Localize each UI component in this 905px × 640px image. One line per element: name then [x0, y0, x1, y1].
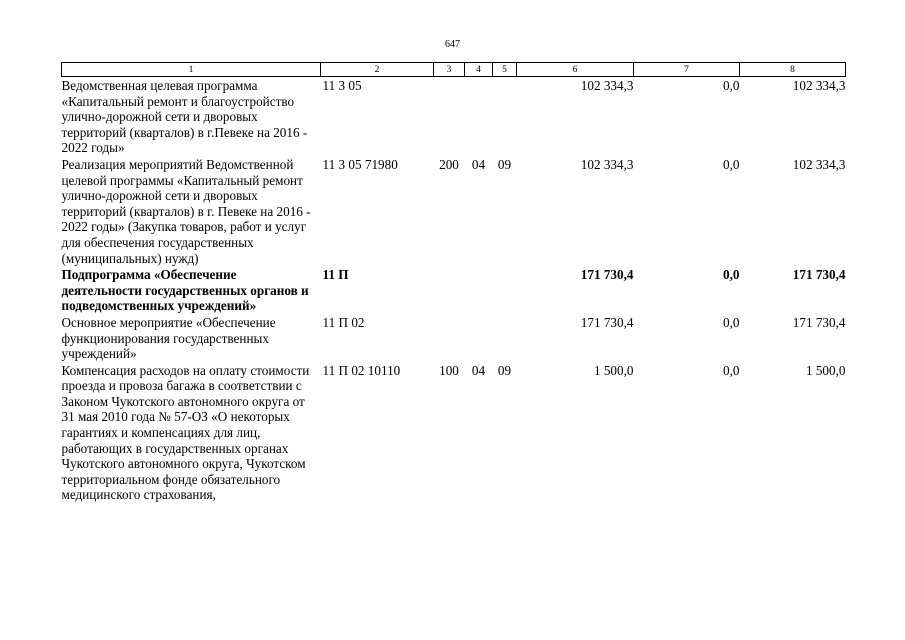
row-rz	[465, 314, 493, 362]
row-value-8: 171 730,4	[792, 314, 846, 330]
table-header	[62, 63, 846, 77]
row-value-7: 0,0	[723, 362, 740, 378]
row-value-8: 102 334,3	[792, 78, 846, 93]
header-row	[62, 63, 846, 77]
row-rz: 04	[471, 362, 486, 378]
table-row	[62, 266, 846, 314]
row-name: Реализация мероприятий Ведомственной целевой программы «Капитальный ремонт улично-дорожной сети и дворовых территорий (кварталов) в г. Певеке на 2016 - 2022 годы» (Закупка товаров, работ и услуг для обеспечения государственных (муниципальных) нужд)	[61, 156, 311, 266]
table-row	[62, 156, 846, 266]
header-col-7: 7	[634, 63, 740, 77]
page-number: 647	[445, 39, 460, 50]
row-code: 11 3 05	[322, 78, 362, 93]
row-value-6: 171 730,4	[580, 267, 634, 283]
row-code: 11 П	[322, 267, 349, 283]
row-rz: 04	[471, 156, 486, 172]
header-col-4: 4	[465, 63, 493, 77]
row-code: 11 3 05 71980	[322, 156, 398, 172]
header-col-3: 3	[434, 63, 465, 77]
row-name: Подпрограмма «Обеспечение деятельности государственных органов и подведомственных учреждений»	[61, 267, 309, 314]
header-col-8: 8	[740, 63, 846, 77]
row-value-8: 1 500,0	[805, 362, 846, 378]
row-value-6: 1 500,0	[593, 362, 634, 378]
row-name: Ведомственная целевая программа «Капитальный ремонт и благоустройство улично-дорожной сети и дворовых территорий (кварталов) в г.Певеке на 2016 - 2022 годы»	[61, 78, 308, 156]
row-value-8: 171 730,4	[792, 267, 846, 283]
row-vr	[434, 314, 465, 362]
row-value-7: 0,0	[723, 267, 740, 283]
row-pr	[493, 266, 517, 314]
row-value-7: 0,0	[723, 156, 740, 172]
row-pr	[493, 77, 517, 156]
row-value-6: 102 334,3	[580, 78, 634, 93]
row-value-6: 102 334,3	[580, 156, 634, 172]
header-col-6: 6	[517, 63, 634, 77]
row-vr	[434, 266, 465, 314]
row-code: 11 П 02	[322, 314, 365, 330]
row-value-7: 0,0	[723, 314, 740, 330]
row-vr: 200	[439, 156, 459, 172]
row-value-7: 0,0	[723, 78, 740, 93]
header-col-5: 5	[493, 63, 517, 77]
budget-table	[61, 62, 846, 503]
row-rz	[465, 266, 493, 314]
table-body	[62, 77, 846, 504]
row-name: Компенсация расходов на оплату стоимости проезда и провоза багажа в соответствии с Законом Чукотского автономного округа от 31 мая 2010 года № 57-ОЗ «О некоторых гарантиях и компенсациях для лиц, работающих в государственных органах Чукотского автономного округа, Чукотском территориальном фонде обязательного медицинского страхования,	[61, 362, 310, 503]
row-name: Основное мероприятие «Обеспечение функционирования государственных учреждений»	[61, 314, 276, 362]
row-pr	[493, 314, 517, 362]
table-row	[62, 314, 846, 362]
row-pr: 09	[497, 362, 512, 378]
row-pr: 09	[497, 156, 512, 172]
row-vr	[434, 77, 465, 156]
row-code: 11 П 02 10110	[322, 362, 401, 378]
table-row	[62, 362, 846, 503]
header-col-1: 1	[62, 63, 321, 77]
header-col-2: 2	[321, 63, 434, 77]
table-row	[62, 77, 846, 156]
row-vr: 100	[439, 362, 459, 378]
row-value-8: 102 334,3	[792, 156, 846, 172]
row-rz	[465, 77, 493, 156]
row-value-6: 171 730,4	[580, 314, 634, 330]
